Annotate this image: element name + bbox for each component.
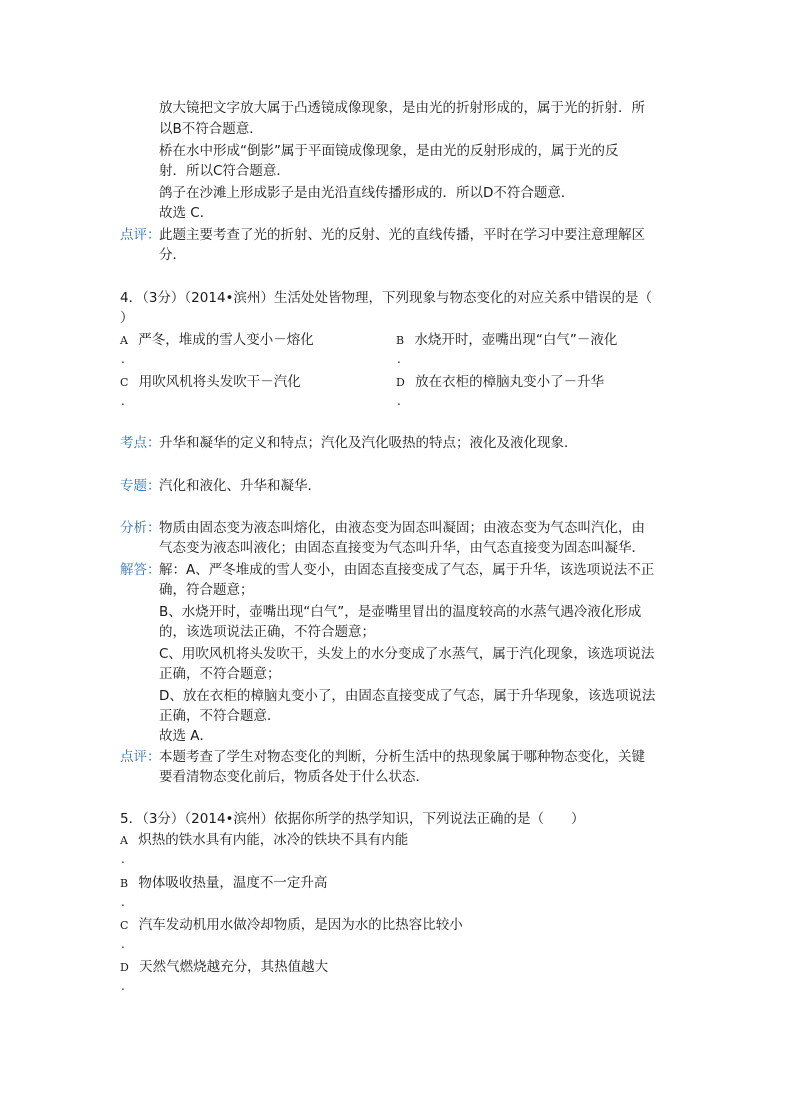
prev-comment-line-1: 此题主要考查了光的折射、光的反射、光的直线传播，平时在学习中要注意理解区 xyxy=(159,227,645,243)
option-letter: D xyxy=(396,376,405,389)
jieda-line-7: D、放在衣柜的樟脑丸变小了，由固态直接变成了气态，属于升华现象，该选项说法 xyxy=(159,688,656,704)
option-dot: . xyxy=(121,852,125,866)
q4-stem-line-2: ） xyxy=(120,310,134,326)
q4-option-b xyxy=(396,330,617,351)
option-dot: . xyxy=(397,352,401,366)
option-text: 天然气燃烧越充分，其热值越大 xyxy=(139,959,329,975)
prev-solution-line-6: 故选 C． xyxy=(159,205,214,221)
jieda-line-9: 故选 A． xyxy=(159,728,214,744)
q5-option-b xyxy=(120,873,327,894)
jieda-label: 解答： xyxy=(120,562,161,578)
jieda-line-5: C、用吹风机将头发吹干，头发上的水分变成了水蒸气，属于汽化现象，该选项说法 xyxy=(159,646,655,662)
zhuanti-text: 汽化和液化、升华和凝华． xyxy=(159,478,321,494)
dianping-line-1: 本题考查了学生对物态变化的判断，分析生活中的热现象属于哪种物态变化，关键 xyxy=(159,749,645,765)
prev-solution-line-3: 桥在水中形成“倒影”属于平面镜成像现象，是由光的反射形成的，属于光的反 xyxy=(159,143,619,159)
option-dot: . xyxy=(397,394,401,408)
prev-solution-line-2: 以B不符合题意． xyxy=(159,121,263,137)
option-dot: . xyxy=(121,937,125,951)
fenxi-label: 分析： xyxy=(120,520,161,536)
prev-solution-line-4: 射．所以C符合题意． xyxy=(159,163,290,179)
option-letter: B xyxy=(120,877,129,890)
option-dot: . xyxy=(121,394,125,408)
q4-option-c xyxy=(120,372,301,393)
fenxi-line-2: 气态变为液态叫液化；由固态直接变为气态叫升华，由气态直接变为固态叫凝华． xyxy=(159,540,645,556)
fenxi-line-1: 物质由固态变为液态叫熔化，由液态变为固态叫凝固；由液态变为气态叫汽化，由 xyxy=(159,520,645,536)
prev-comment-line-2: 分． xyxy=(159,247,186,263)
kaodian-text: 升华和凝华的定义和特点；汽化及汽化吸热的特点；液化及液化现象． xyxy=(159,435,578,451)
option-letter: D xyxy=(120,961,129,974)
zhuanti-label: 专题： xyxy=(120,478,161,494)
option-text: 水烧开时，壶嘴出现“白气”－液化 xyxy=(414,332,618,348)
q4-option-a xyxy=(120,330,314,351)
dianping-label: 点评： xyxy=(120,749,161,765)
option-letter: B xyxy=(396,334,405,347)
jieda-line-1: 解：A、严冬堆成的雪人变小，由固态直接变成了气态，属于升华，该选项说法不正 xyxy=(159,562,655,578)
jieda-line-2: 确，符合题意； xyxy=(159,582,254,598)
option-dot: . xyxy=(121,979,125,993)
option-text: 严冬，堆成的雪人变小－熔化 xyxy=(138,332,314,348)
option-dot: . xyxy=(121,895,125,909)
q4-stem-line-1: 4．（3分）（2014•滨州）生活处处皆物理，下列现象与物态变化的对应关系中错误的是（ xyxy=(120,290,652,306)
q5-stem: 5．（3分）（2014•滨州）依据你所学的热学知识，下列说法正确的是（ ） xyxy=(120,811,585,827)
jieda-line-4: 的，该选项说法正确，不符合题意； xyxy=(159,624,375,640)
q5-option-d xyxy=(120,957,328,978)
option-dot: . xyxy=(121,352,125,366)
option-text: 物体吸收热量，温度不一定升高 xyxy=(138,875,328,891)
option-text: 炽热的铁水具有内能，冰冷的铁块不具有内能 xyxy=(138,832,409,848)
q5-option-c xyxy=(120,915,463,936)
q5-option-a xyxy=(120,830,408,851)
q4-option-d xyxy=(396,372,604,393)
jieda-line-8: 正确，不符合题意． xyxy=(159,708,281,724)
option-text: 汽车发动机用水做冷却物质，是因为水的比热容比较小 xyxy=(138,917,463,933)
option-letter: A xyxy=(120,334,128,347)
kaodian-label: 考点： xyxy=(120,435,161,451)
prev-comment-label: 点评： xyxy=(120,227,161,243)
dianping-line-2: 要看清物态变化前后，物质各处于什么状态． xyxy=(159,769,429,785)
option-text: 放在衣柜的樟脑丸变小了－升华 xyxy=(415,374,605,390)
option-letter: C xyxy=(120,376,129,389)
option-text: 用吹风机将头发吹干－汽化 xyxy=(138,374,301,390)
prev-solution-line-1: 放大镜把文字放大属于凸透镜成像现象，是由光的折射形成的，属于光的折射．所 xyxy=(159,100,645,116)
prev-solution-line-5: 鸽子在沙滩上形成影子是由光沿直线传播形成的．所以D不符合题意． xyxy=(159,185,575,201)
jieda-line-6: 正确，不符合题意； xyxy=(159,666,281,682)
jieda-line-3: B、水烧开时，壶嘴出现“白气”，是壶嘴里冒出的温度较高的水蒸气遇冷液化形成 xyxy=(159,604,642,620)
option-letter: A xyxy=(120,834,128,847)
option-letter: C xyxy=(120,919,129,932)
